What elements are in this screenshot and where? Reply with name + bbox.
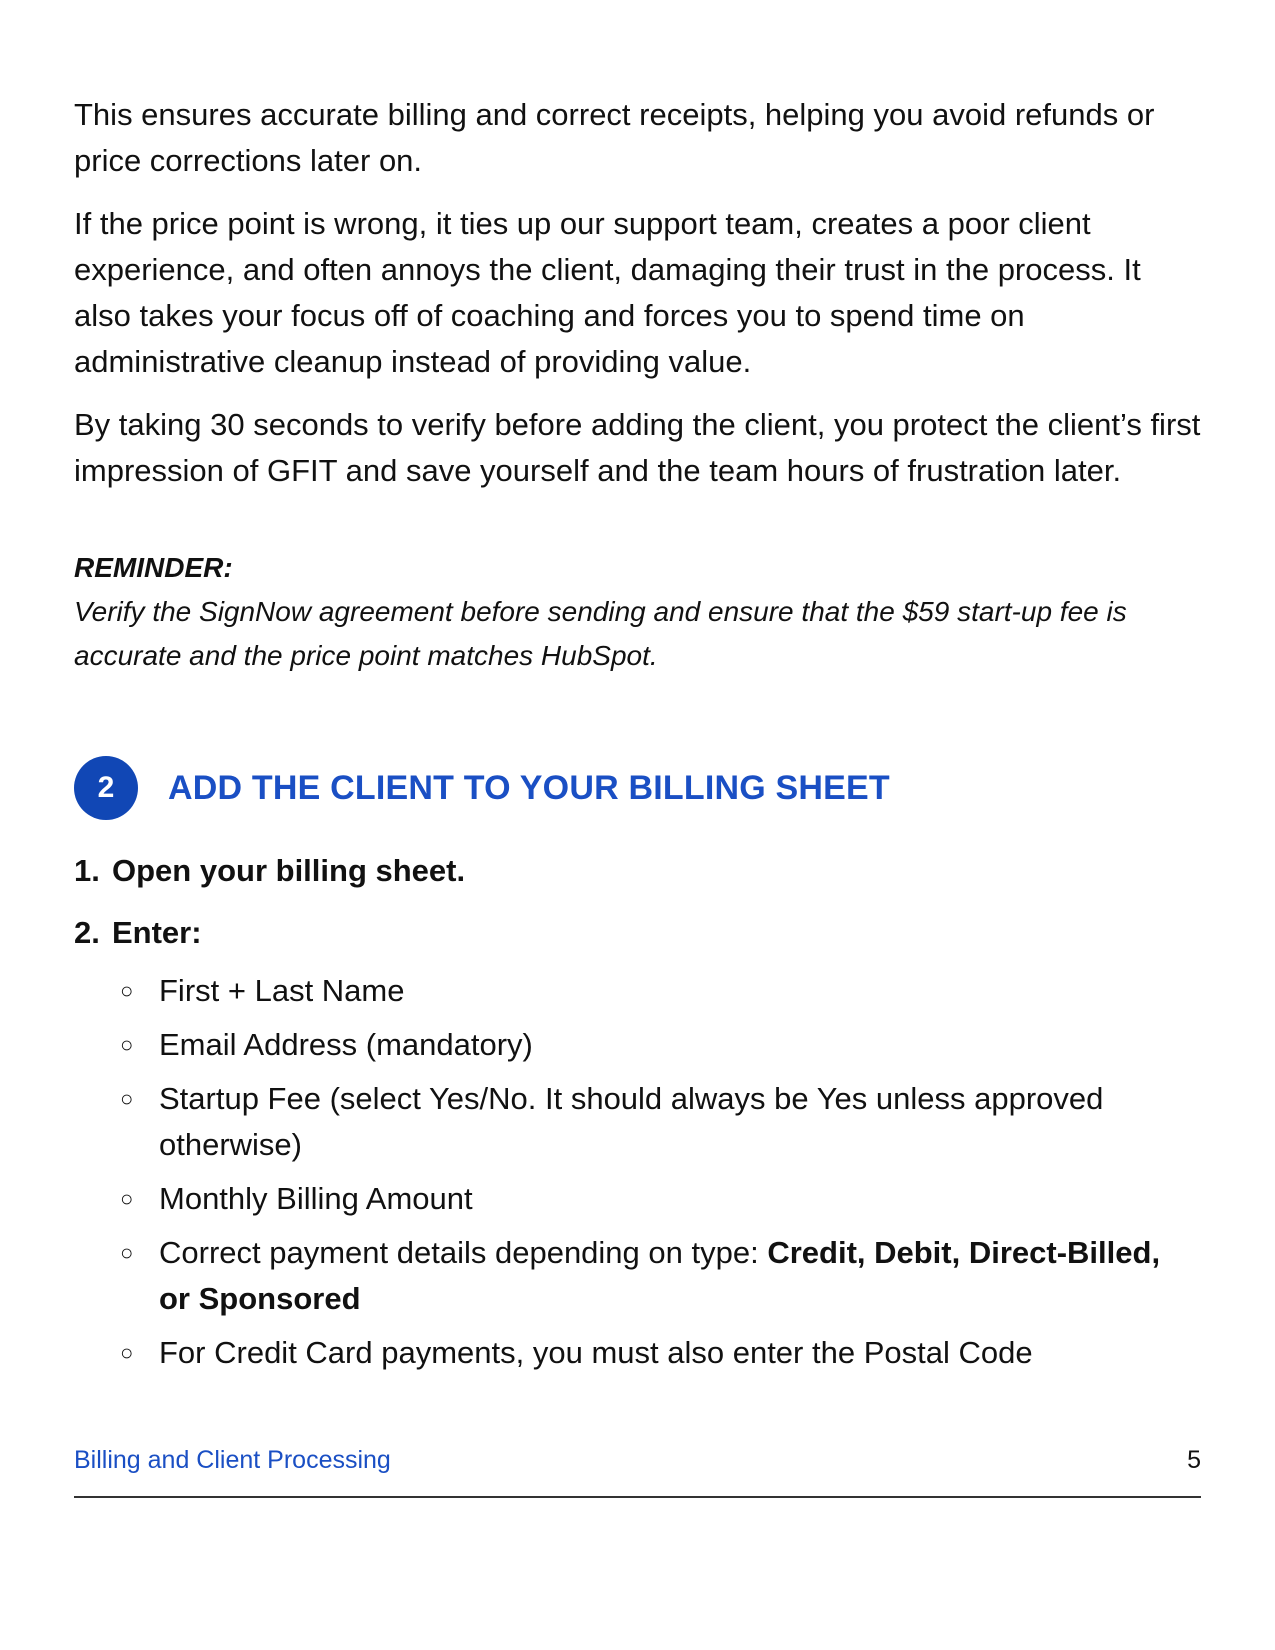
section-header: [74, 756, 1204, 820]
step-number: 2.: [74, 915, 100, 950]
paragraph-billing-accuracy: This ensures accurate billing and correct receipts, helping you avoid refunds or price corrections later on.: [74, 97, 1155, 178]
bullet-circle-icon: ○: [120, 1186, 134, 1211]
step-label: Open your billing sheet.: [112, 853, 466, 888]
list-item: [74, 1176, 1184, 1222]
section-title: ADD THE CLIENT TO YOUR BILLING SHEET: [168, 768, 890, 807]
list-item: [74, 1230, 1184, 1322]
step-label: Enter:: [112, 915, 202, 950]
document-page: [74, 92, 1204, 1384]
bullet-circle-icon: ○: [120, 1340, 134, 1365]
step-item: [74, 848, 1204, 894]
list-item: [74, 1076, 1184, 1168]
list-item-text: Startup Fee (select Yes/No. It should always be Yes unless approved otherwise): [159, 1081, 1104, 1162]
list-item-text: First + Last Name: [159, 973, 405, 1008]
reminder-block: [74, 546, 1204, 678]
page-footer: [74, 1438, 1201, 1484]
steps-list: [74, 848, 1204, 956]
list-item-text: Email Address (mandatory): [159, 1027, 533, 1062]
reminder-label: REMINDER:: [74, 552, 233, 583]
footer-divider: [74, 1496, 1201, 1498]
bullet-circle-icon: ○: [120, 978, 134, 1003]
enter-fields-list: [74, 968, 1204, 1376]
list-item-text: For Credit Card payments, you must also enter the Postal Code: [159, 1335, 1033, 1370]
list-item: [74, 1022, 1184, 1068]
footer-page-number: 5: [1187, 1446, 1201, 1474]
step-item: [74, 910, 1204, 956]
bullet-circle-icon: ○: [120, 1240, 134, 1265]
list-item: [74, 968, 1184, 1014]
bullet-circle-icon: ○: [120, 1032, 134, 1057]
list-item: [74, 1330, 1184, 1376]
payment-details-prefix: Correct payment details depending on type:: [159, 1235, 768, 1270]
footer-document-title: Billing and Client Processing: [74, 1446, 391, 1474]
paragraph-verify-benefit: By taking 30 seconds to verify before adding the client, you protect the client’s first impression of GFIT and save yourself and the team hours of frustration later.: [74, 407, 1201, 488]
reminder-text: Verify the SignNow agreement before sending and ensure that the $59 start-up fee is accurate and the price point matches HubSpot.: [74, 596, 1127, 671]
list-item-text: Monthly Billing Amount: [159, 1181, 473, 1216]
section-number-badge: 2: [74, 756, 138, 820]
paragraph-wrong-price-consequences: If the price point is wrong, it ties up our support team, creates a poor client experience, and often annoys the client, damaging their trust in the process. It also takes your focus off of coaching and forces you to spend time on administrative cleanup instead of providing value.: [74, 206, 1141, 379]
payment-types: Credit, Debit, Direct-Billed, or Sponsored: [159, 1235, 1161, 1316]
step-number: 1.: [74, 853, 100, 888]
bullet-circle-icon: ○: [120, 1086, 134, 1111]
